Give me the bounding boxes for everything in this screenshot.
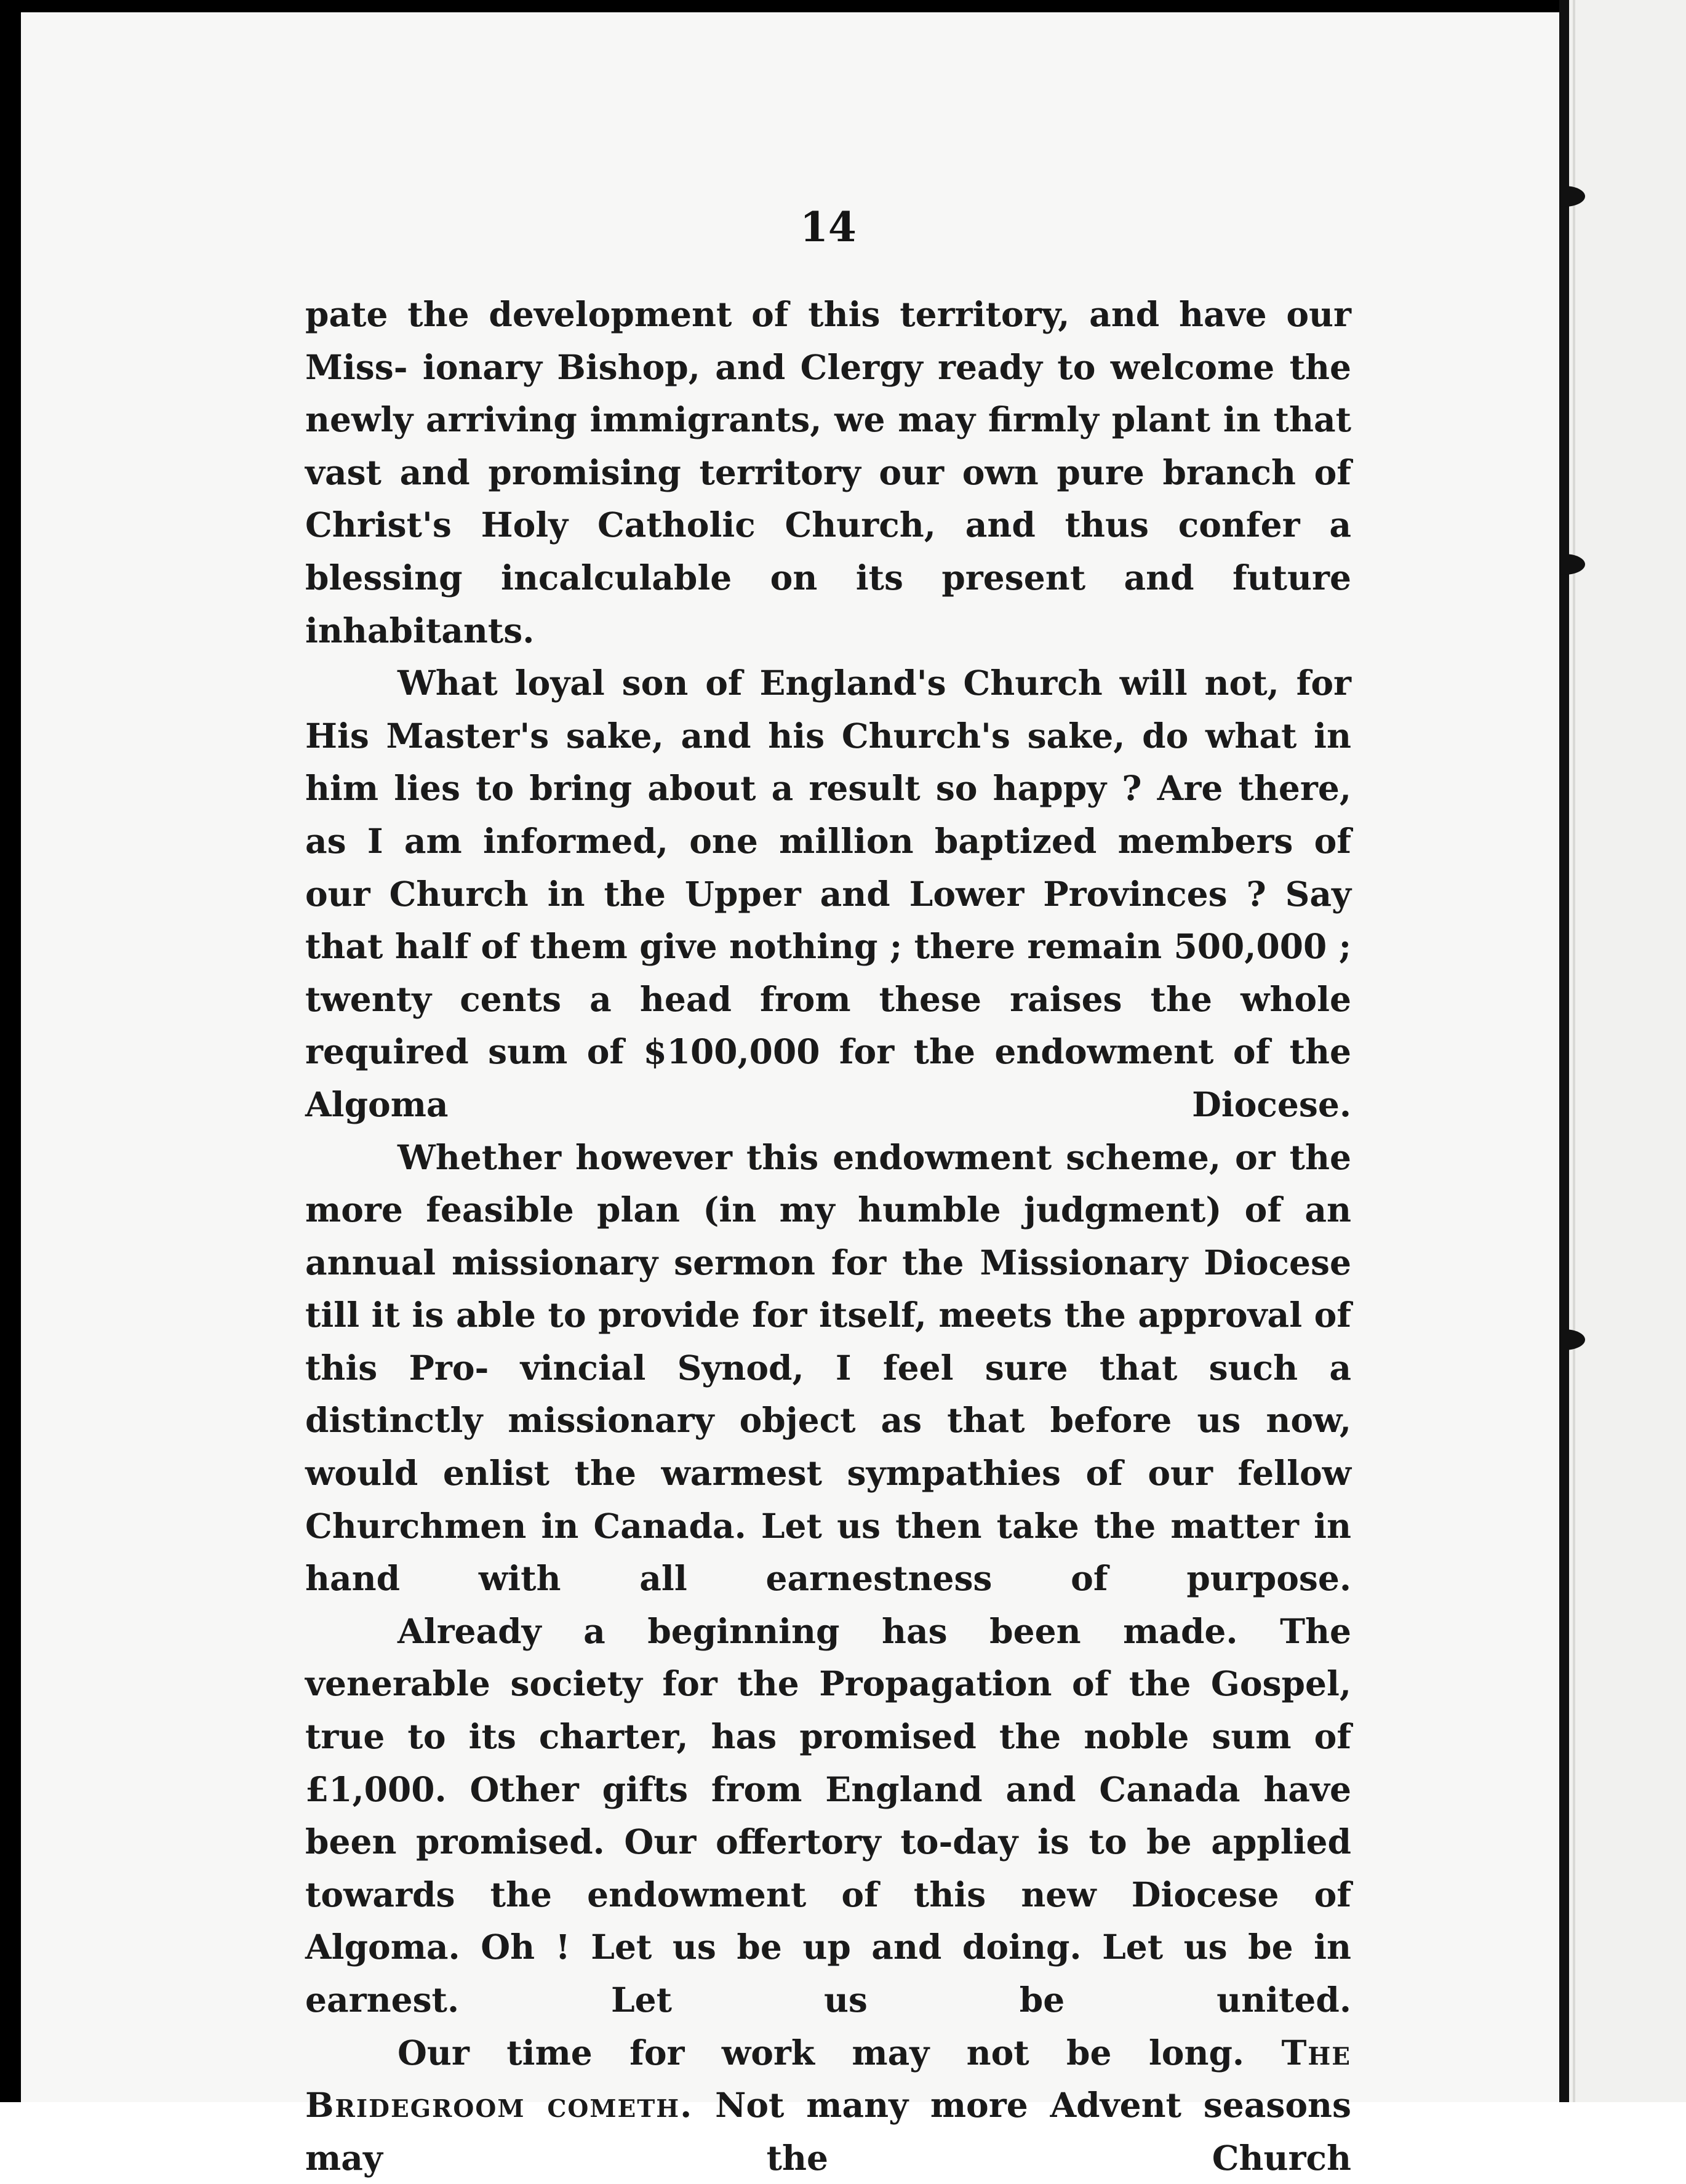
text-line: more feasible plan (in my humble judgment) of an annual — [305, 1190, 1351, 1282]
text-line: from these raises the whole required sum of $100,000 for — [305, 978, 1352, 1072]
small-caps-phrase: The Bridegroom — [305, 2032, 1351, 2126]
text-line: promising territory our own pure branch of Christ's Holy — [305, 452, 1351, 545]
next-page-edge-line — [1573, 0, 1575, 2102]
text-line: Whether however this endowment scheme, or the — [398, 1137, 1351, 1177]
text-line: informed, one million baptized members of our Church in — [305, 820, 1351, 914]
text-line: Already a beginning has been made. The venerable — [305, 1610, 1351, 1704]
text-line: the endowment of the Algoma Diocese. — [305, 1031, 1351, 1124]
text-line: pate the development of this territory, and have our Miss- — [305, 294, 1351, 387]
body-text — [305, 288, 1351, 2184]
binding-spine — [1559, 0, 1569, 2102]
text-line: the Upper and Lower Provinces ? Say that half of them — [305, 873, 1351, 967]
text-line: Master's sake, and his Church's sake, do what in him lies — [305, 715, 1351, 809]
scan-border-left — [0, 0, 21, 2102]
paragraph — [305, 657, 1351, 1130]
next-page-edge — [1569, 0, 1686, 2102]
text-line: What loyal son of England's Church will not, for His — [305, 663, 1351, 756]
text-line: to bring about a result so happy ? Are there, as I am — [305, 768, 1351, 861]
text-line: object as that before us now, would enlist the warmest — [305, 1400, 1352, 1494]
text-line: purpose. — [1186, 1558, 1351, 1599]
text-line: give nothing ; there remain 500,000 ; twenty cents a head — [305, 926, 1351, 1019]
page-number: 14 — [800, 203, 857, 251]
text-line: society for the Propagation of the Gospel, true to its — [305, 1663, 1351, 1757]
small-caps-phrase: cometh. — [547, 2085, 693, 2126]
text-line: ionary Bishop, and Clergy ready to welcome the newly — [305, 346, 1351, 440]
paragraph — [305, 288, 1351, 657]
text-line: Not many more Advent seasons may the Church — [305, 2085, 1351, 2178]
text-line: gifts from England and Canada have been promised. Our — [305, 1769, 1351, 1862]
paragraph — [305, 1131, 1351, 1605]
text-line: offertory to-day is to be applied towards the endowment — [305, 1822, 1351, 1914]
text-line: able to provide for itself, meets the approval of this Pro- — [305, 1295, 1351, 1388]
paragraph — [305, 1605, 1351, 2026]
text-line: doing. Let us be in earnest. Let us be united. — [305, 1927, 1351, 2020]
text-line: Our time for work may not be long. — [398, 2032, 1245, 2073]
text-line: its present and future inhabitants. — [305, 557, 1351, 650]
text-line: sympathies of our fellow Churchmen in Canada. Let us — [305, 1453, 1351, 1546]
text-line: vincial Synod, I feel sure that such a distinctly missionary — [305, 1347, 1351, 1441]
text-line: of this new Diocese of Algoma. Oh ! Let us be up and — [305, 1874, 1352, 1967]
text-line: charter, has promised the noble sum of £1,000. Other — [305, 1716, 1351, 1809]
text-line: then take the matter in hand with all earnestness of — [305, 1505, 1351, 1599]
text-line: arriving immigrants, we may firmly plant in that vast and — [305, 399, 1351, 492]
scan-border-top — [0, 0, 1686, 12]
text-line: missionary sermon for the Missionary Diocese till it is — [305, 1242, 1351, 1335]
text-line: Catholic Church, and thus confer a blessing incalculable on — [305, 505, 1351, 598]
paragraph — [305, 2026, 1351, 2184]
